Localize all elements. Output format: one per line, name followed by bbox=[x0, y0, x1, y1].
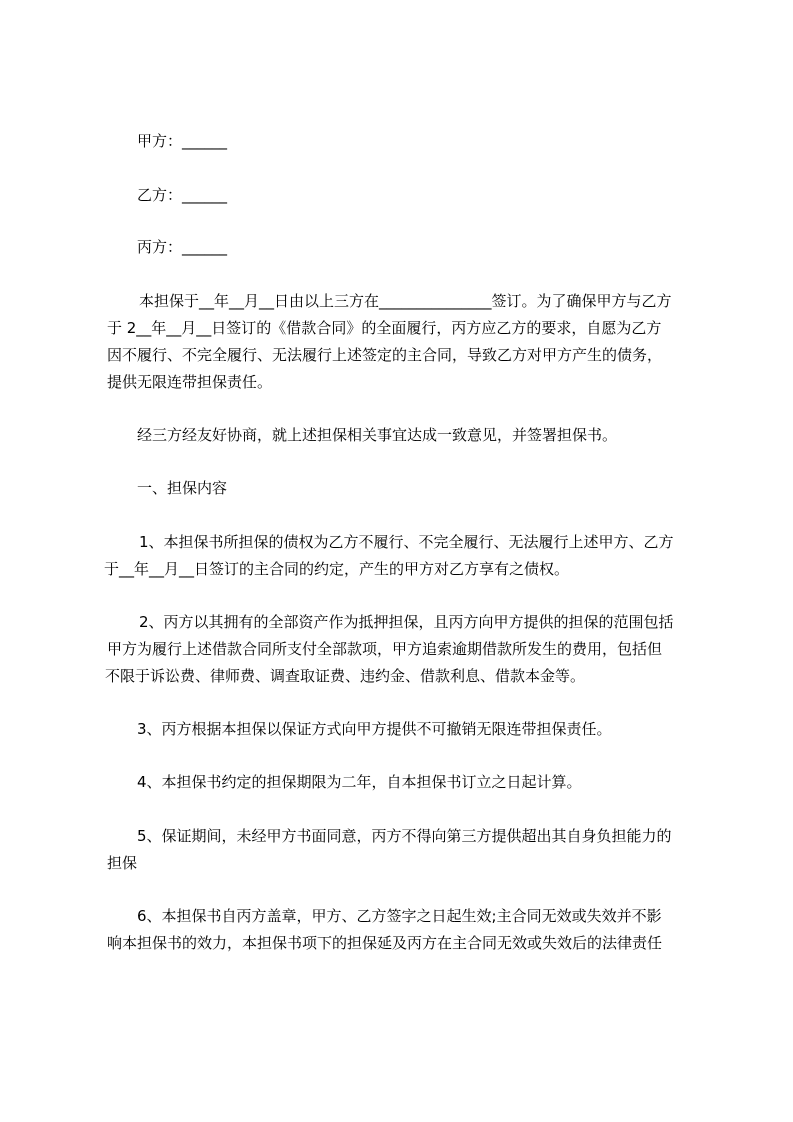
intro-line: 于 2__年__月__日签订的《借款合同》的全面履行，丙方应乙方的要求，自愿为乙方 bbox=[107, 319, 662, 337]
clause-3: 3、丙方根据本担保以保证方式向甲方提供不可撤销无限连带担保责任。 bbox=[137, 720, 612, 738]
clause-line: 1、本担保书所担保的债权为乙方不履行、不完全履行、无法履行上述甲方、乙方 bbox=[139, 533, 674, 551]
clause-line: 5、保证期间，未经甲方书面同意，丙方不得向第三方提供超出其自身负担能力的 bbox=[137, 827, 672, 845]
intro-line: 本担保于__年__月__日由以上三方在_______________签订。为了确保甲方与乙方 bbox=[139, 292, 672, 310]
party-yi: 乙方：______ bbox=[137, 186, 228, 204]
clause-line: 响本担保书的效力，本担保书项下的担保延及丙方在主合同无效或失效后的法律责任 bbox=[107, 934, 663, 952]
clause-line: 于__年__月__日签订的主合同的约定，产生的甲方对乙方享有之债权。 bbox=[104, 560, 570, 578]
consensus-paragraph: 经三方经友好协商，就上述担保相关事宜达成一致意见，并签署担保书。 bbox=[137, 426, 618, 444]
party-jia: 甲方：______ bbox=[137, 132, 228, 150]
intro-line: 因不履行、不完全履行、无法履行上述签定的主合同，导致乙方对甲方产生的债务， bbox=[107, 346, 663, 364]
clause-line: 不限于诉讼费、律师费、调查取证费、违约金、借款利息、借款本金等。 bbox=[105, 667, 586, 685]
section-heading: 一、担保内容 bbox=[137, 479, 228, 497]
clause-line: 担保 bbox=[107, 854, 138, 872]
party-bing: 丙方：______ bbox=[137, 238, 228, 256]
clause-4: 4、本担保书约定的担保期限为二年，自本担保书订立之日起计算。 bbox=[137, 773, 582, 791]
clause-line: 2、丙方以其拥有的全部资产作为抵押担保，且丙方向甲方提供的担保的范围包括 bbox=[139, 613, 674, 631]
clause-line: 6、本担保书自丙方盖章，甲方、乙方签字之日起生效;主合同无效或失效并不影 bbox=[137, 907, 662, 925]
intro-line: 提供无限连带担保责任。 bbox=[107, 373, 273, 391]
clause-line: 甲方为履行上述借款合同所支付全部款项，甲方追索逾期借款所发生的费用，包括但 bbox=[107, 640, 663, 658]
